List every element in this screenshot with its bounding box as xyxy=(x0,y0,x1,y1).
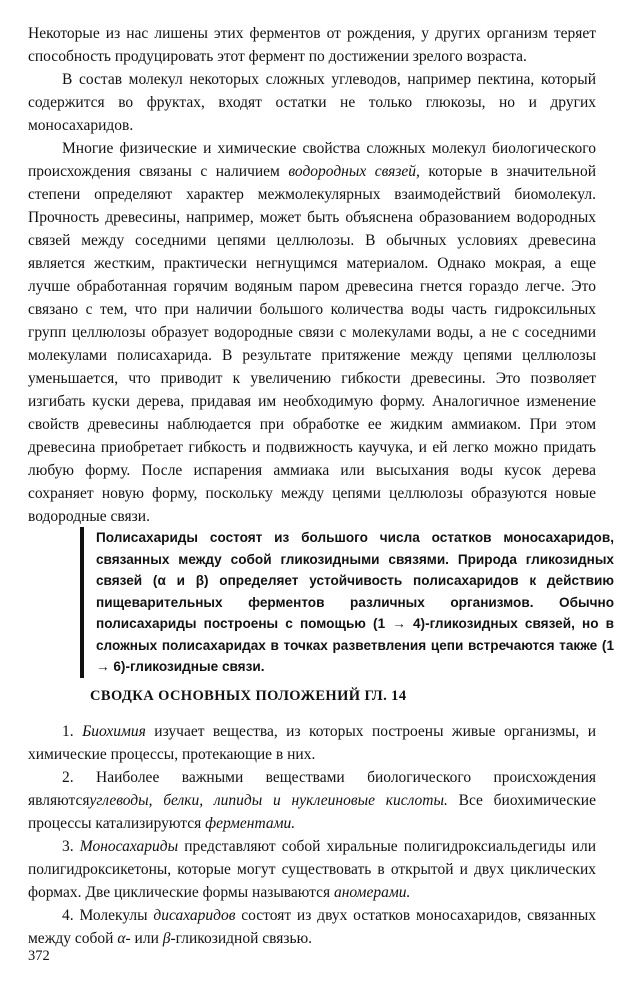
text-run: изучает вещества, из которых построены живые организмы, и химические процессы, протекающие в них. xyxy=(28,723,597,763)
paragraph xyxy=(28,137,596,528)
emphasized-text: Биохимия xyxy=(82,723,146,740)
paragraph xyxy=(28,22,596,68)
paragraph xyxy=(28,68,596,137)
text-run: состоят из двух остатков моносахаридов, связанных между собой xyxy=(28,907,596,947)
text-run: Многие физические и химические свойства сложных молекул биологического происхождения связаны с наличием xyxy=(28,140,596,180)
body-text xyxy=(28,22,596,528)
emphasized-text: β xyxy=(162,930,171,947)
text-run: которые в значительной степени определяют характер межмолекулярных взаимодействий биомолекул. Прочность древесины, например, может быть объяснена образованием водородных связей между соседними цепями целлюлозы. В обычных условиях древесина является жестким, практически негнущимся материалом. Однако мокрая, а еще лучше обработанная горячим водяным паром древесина гнется гораздо легче. Это связано с тем, что при наличии большого количества воды часть гидроксильных групп целлюлозы образует водородные связи с молекулами воды, а не с соседними молекулами полисахарида. В результате притяжение между цепями целлюлозы уменьшается, что приводит к увеличению гибкости древесины. Это позволяет изгибать куски дерева, придавая им необходимую форму. Аналогичное изменение свойств древесины наблюдается при обработке ее жидким аммиаком. При этом древесина приобретает гибкость и подвижность каучука, и ей легко можно придать любую форму. После испарения аммиака или высыхания воды кусок дерева сохраняет новую форму, поскольку между цепями целлюлозы образуются новые водородные связи. xyxy=(28,163,596,525)
text-run: -гликозидной связью. xyxy=(170,930,313,947)
summary-point xyxy=(28,835,596,904)
summary-point xyxy=(28,766,596,835)
text-run: 4. Молекулы xyxy=(62,907,154,924)
emphasized-text: Моносахариды xyxy=(79,838,179,855)
text-run: Некоторые из нас лишены этих ферментов от рождения, у других организм теряет способность продуцировать этот фермент по достижении зрелого возраста. xyxy=(28,25,596,65)
emphasized-text: α xyxy=(117,930,126,947)
summary-points xyxy=(28,720,596,950)
text-run: 3. xyxy=(62,838,80,855)
summary-point xyxy=(28,904,596,950)
text-run: В состав молекул некоторых сложных углеводов, например пектина, который содержится во фруктах, входят остатки не только глюкозы, но и других моносахаридов. xyxy=(28,71,596,134)
emphasized-text: углеводы, белки, липиды и нуклеиновые кислоты. xyxy=(89,792,448,809)
emphasized-text: дисахаридов xyxy=(153,907,236,924)
emphasized-text: ферментами. xyxy=(205,815,296,832)
summary-point xyxy=(28,720,596,766)
text-run: 2. Наиболее важными веществами биологического происхождения являются xyxy=(28,769,596,809)
text-run: Все биохимические процессы катализируются xyxy=(28,792,596,832)
text-run: 1. xyxy=(62,723,83,740)
text-run: представляют собой хиральные полигидроксиальдегиды или полигидроксикетоны, которые могут существовать в открытой и двух циклических формах. Две циклические формы называются xyxy=(28,838,597,901)
chapter-summary-heading: СВОДКА ОСНОВНЫХ ПОЛОЖЕНИЙ ГЛ. 14 xyxy=(90,688,407,704)
emphasized-text: аномерами. xyxy=(333,884,411,901)
text-run: - или xyxy=(125,930,163,947)
emphasized-text: водородных связей, xyxy=(288,163,420,180)
page-number: 372 xyxy=(28,948,50,964)
summary-box: Полисахариды состоят из большого числа остатков моносахаридов, связанных между собой гликозидными связями. Природа гликозидных связей (α и β) определяет устойчивость полисахаридов к действию пищеварительных ферментов различных организмов. Обычно полисахариды построены с помощью (1 → 4)-гликозидных связей, но в сложных полисахаридах в точках разветвления цепи встречаются также (1 → 6)-гликозидные связи. xyxy=(80,527,614,678)
